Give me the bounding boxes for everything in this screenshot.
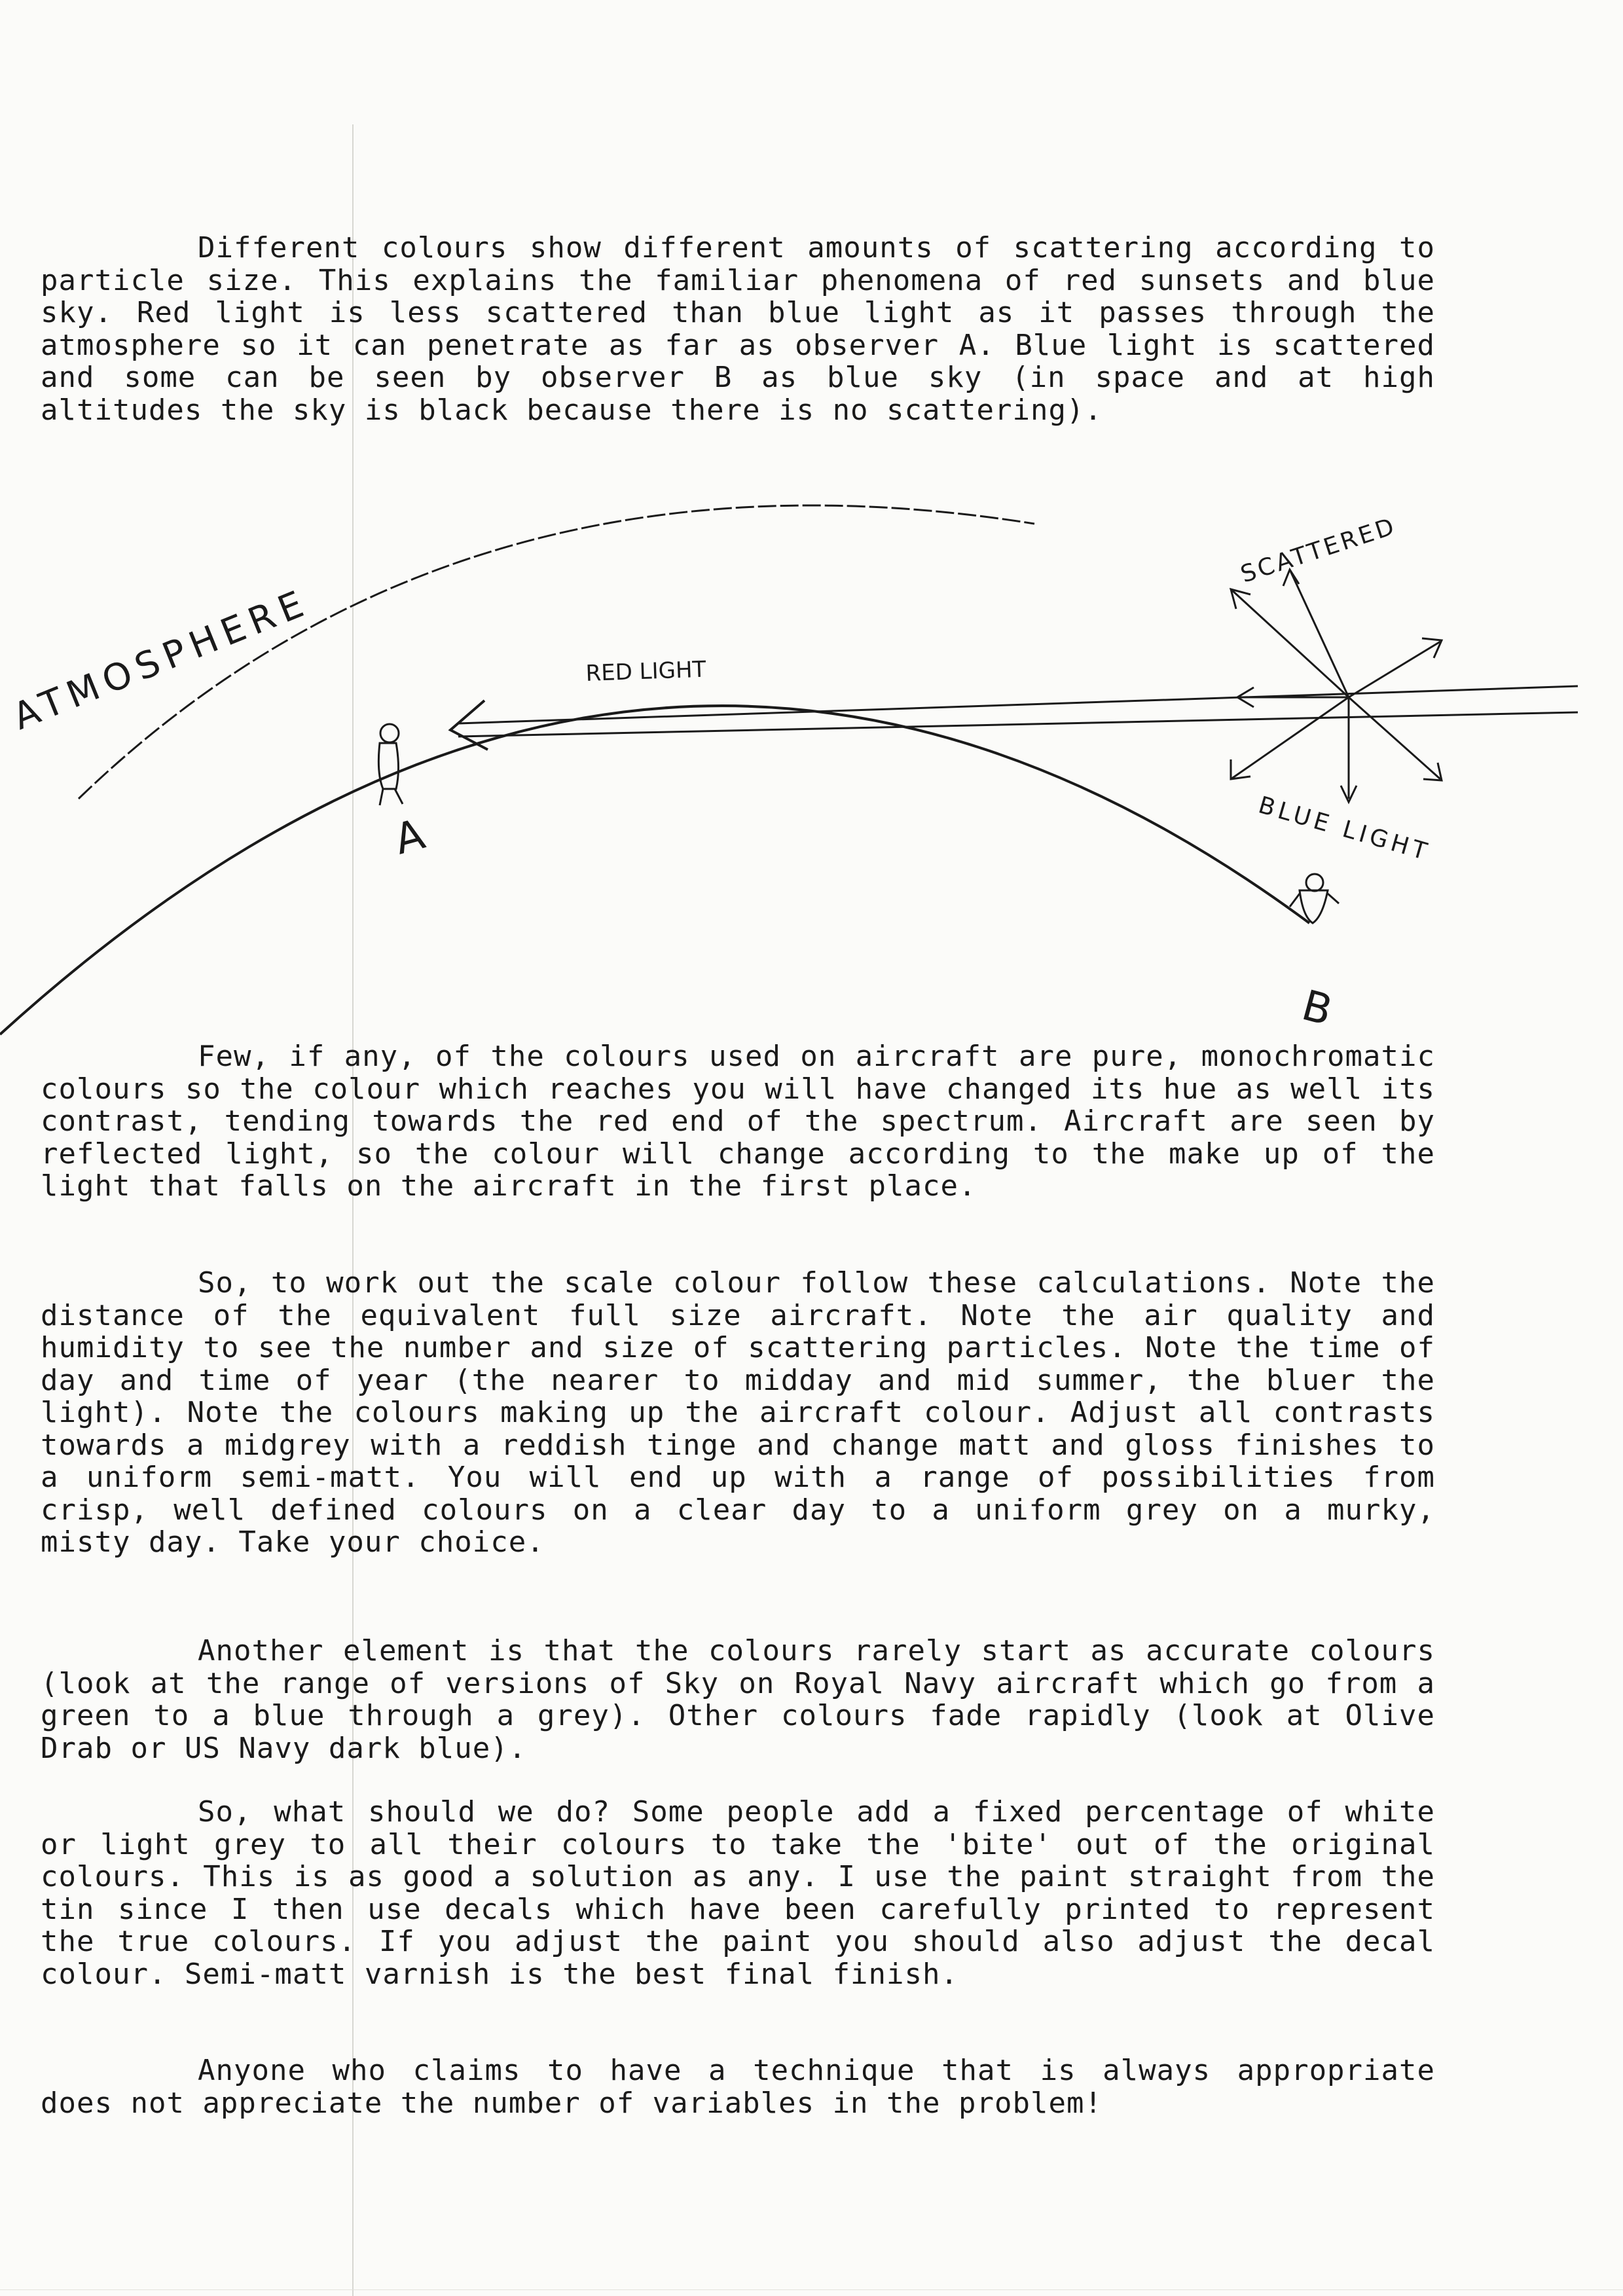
paragraph-scattering: Different colours show different amounts of scattering according to particle size. This explains the familiar phenomena of red sunsets and blue sky. Red light is less scattered than blue light as it passes through the atmosphere so it can penetrate as far as observer A. Blue light is scattered and some can be seen by observer B as blue sky (in space and at high altitudes the sky is black because there is no scattering). xyxy=(41,231,1453,427)
page-bottom-edge xyxy=(0,2289,1623,2290)
scatter-point xyxy=(1231,570,1442,802)
paragraph-conclusion: Anyone who claims to have a technique that is always appropriate does not appreciate the number of variables in the problem! xyxy=(41,2054,1453,2120)
paragraph-accuracy: Another element is that the colours rarely start as accurate colours (look at the range of versions of Sky on Royal Navy aircraft which go from a green to a blue through a grey). Other colours fade rapidly (look at Olive Drab or US Navy dark blue). xyxy=(41,1634,1453,1765)
paragraph-calculations: So, to work out the scale colour follow these calculations. Note the distance of the equivalent full size aircraft. Note the air quality and humidity to see the number and size of scattering particles. Note the time of day and time of year (the nearer to midday and mid summer, the bluer the light). Note the colours making up the aircraft colour. Adjust all contrasts towards a midgrey with a reddish tinge and change matt and gloss finishes to a uniform semi-matt. You will end up with a range of possibilities from crisp, well defined colours on a clear day to a uniform grey on a murky, misty day. Take your choice. xyxy=(41,1266,1453,1559)
atmosphere-label: ATMOSPHERE xyxy=(7,581,316,738)
paragraph-aircraft-colours: Few, if any, of the colours used on aircraft are pure, monochromatic colours so the colour which reaches you will have changed its hue as well its contrast, tending towards the red end of the spectrum. Aircraft are seen by reflected light, so the colour will change according to the make up of the light that falls on the aircraft in the first place. xyxy=(41,1040,1453,1203)
observer-a-label: A xyxy=(389,810,430,865)
red-light-label: RED LIGHT xyxy=(585,656,706,687)
observer-a-figure xyxy=(378,724,403,805)
earth-surface xyxy=(0,706,1309,1034)
paragraph-what-to-do: So, what should we do? Some people add a fixed percentage of white or light grey to all their colours to take the 'bite' out of the original colours. This is as good a solution as any. I use the paint straight from the tin since I then use decals which have been carefully printed to represent the true colours. If you adjust the paint you should also adjust the decal colour. Semi-matt varnish is the best final finish. xyxy=(41,1795,1453,1991)
scattered-label: SCATTERED xyxy=(1237,513,1400,589)
observer-b-label: B xyxy=(1296,981,1338,1036)
scattering-diagram xyxy=(0,471,1623,1048)
blue-light-label: BLUE LIGHT xyxy=(1255,792,1434,867)
observer-b-figure xyxy=(1290,874,1339,923)
red-light-ray xyxy=(450,686,1578,750)
